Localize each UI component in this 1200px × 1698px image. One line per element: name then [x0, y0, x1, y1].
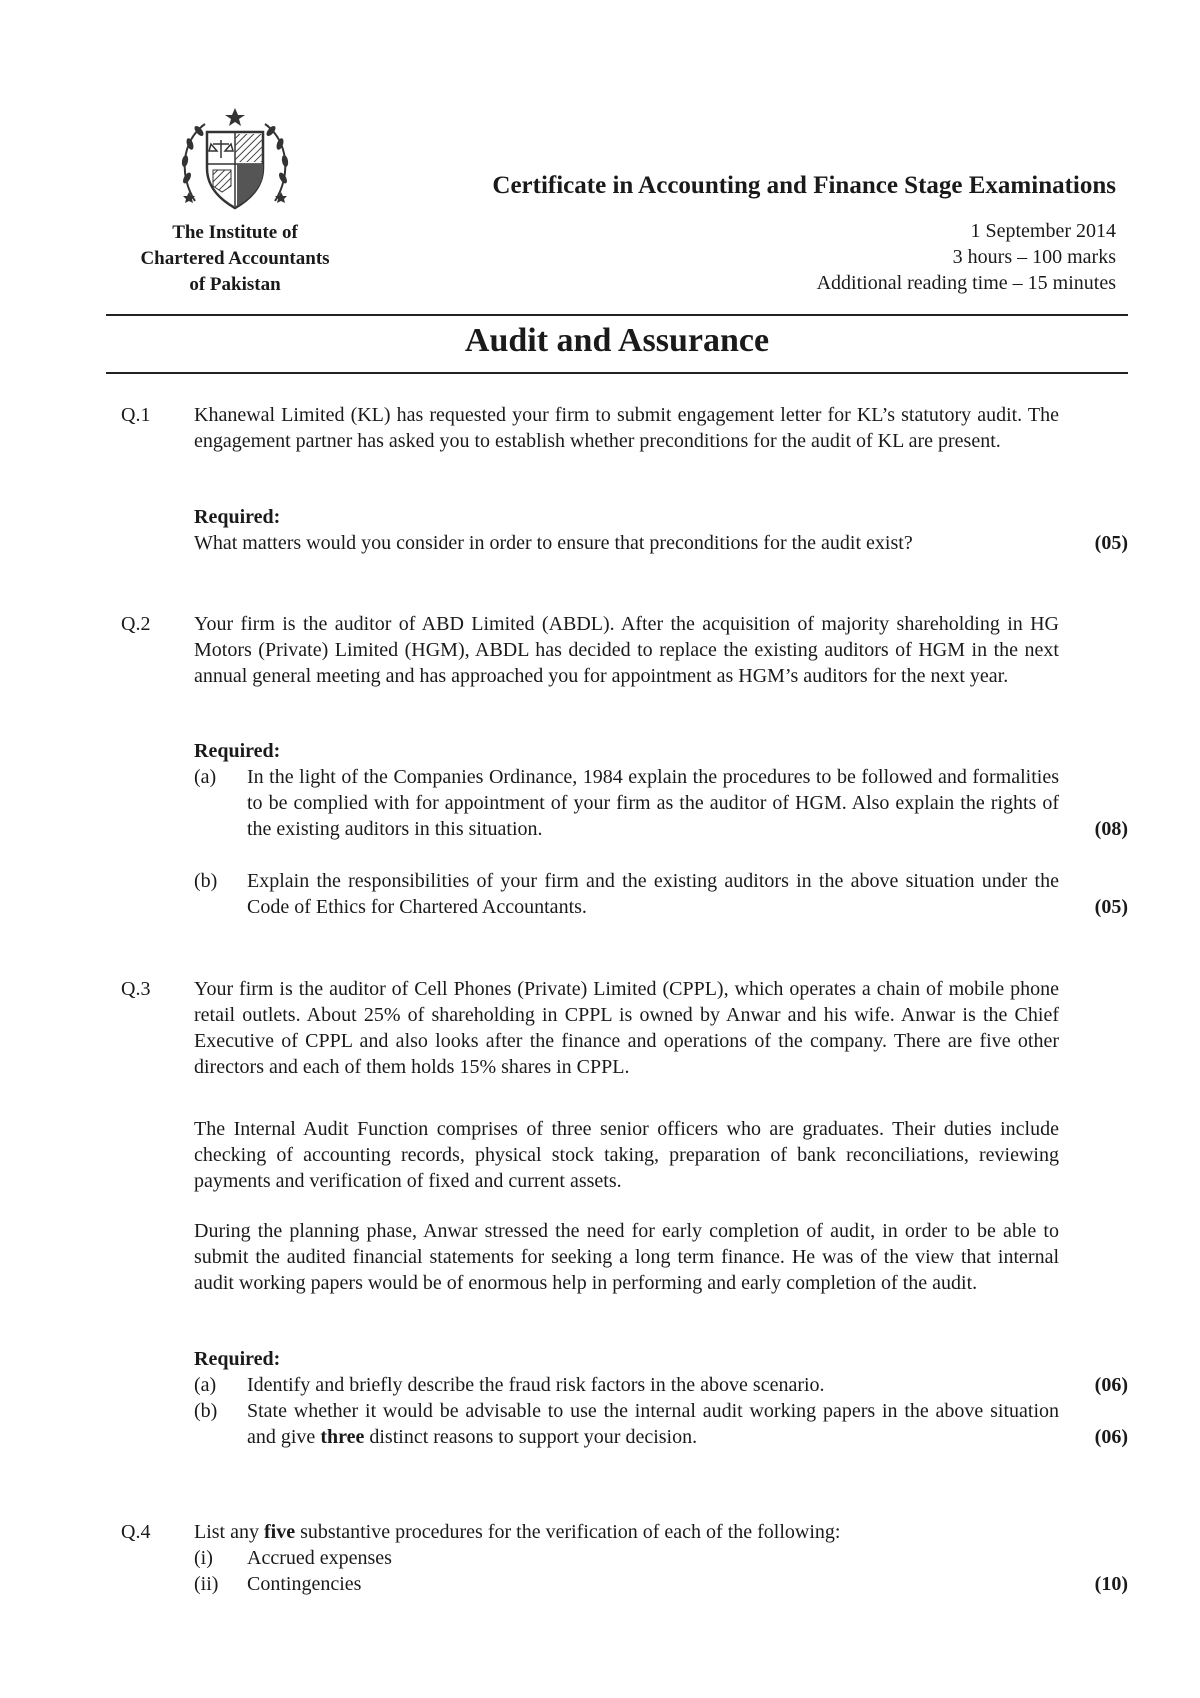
question-text: Khanewal Limited (KL) has requested your firm to submit engagement letter for KL’s statutory audit. The engagement partner has asked you to establish whether preconditions for the audit of KL are present.	[194, 404, 1059, 452]
question-text: Your firm is the auditor of ABD Limited (ABDL). After the acquisition of majority shareholding in HG Motors (Private) Limited (HGM), ABDL has decided to replace the existing auditors of HGM in the next annual general meeting and has approached you for appointment as HGM’s auditors for the next year.	[194, 613, 1059, 687]
item-i	[194, 1545, 1059, 1571]
part-a	[194, 764, 1059, 842]
part-text: Identify and briefly describe the fraud risk factors in the above scenario.	[247, 1374, 825, 1396]
question-number: Q.3	[121, 978, 151, 1000]
question-text-start: List any	[194, 1521, 264, 1543]
question-text	[194, 1519, 1059, 1597]
question-text-end: substantive procedures for the verification of each of the following:	[295, 1521, 841, 1543]
part-label: (b)	[194, 1400, 218, 1422]
institute-name-line-1: The Institute of	[172, 222, 298, 243]
certificate-title: Certificate in Accounting and Finance Stage Examinations	[492, 172, 1116, 199]
part-b	[194, 1398, 1059, 1450]
exam-details	[600, 218, 1116, 296]
reading-time: Additional reading time – 15 minutes	[816, 272, 1116, 294]
marks: (05)	[1094, 896, 1128, 918]
part-text: In the light of the Companies Ordinance, 1984 explain the procedures to be followed and formalities to be complied with for appointment of your firm as the auditor of HGM. Also explain the rights of the existing auditors in this situation.	[247, 766, 1059, 840]
institute-name	[105, 220, 365, 298]
marks: (06)	[1094, 1426, 1128, 1448]
item-label: (ii)	[194, 1573, 219, 1595]
institute-name-line-3: of Pakistan	[189, 274, 281, 295]
item-text: Contingencies	[247, 1573, 362, 1595]
part-text: Explain the responsibilities of your firm and the existing auditors in the above situation under the Code of Ethics for Chartered Accountants.	[247, 870, 1059, 918]
part-text-end: distinct reasons to support your decision.	[364, 1426, 698, 1448]
part-label: (a)	[194, 1374, 217, 1396]
marks: (05)	[1094, 532, 1128, 554]
question-number: Q.2	[121, 613, 151, 635]
emphasis: three	[320, 1426, 365, 1448]
part-label: (b)	[194, 870, 218, 892]
item-ii	[194, 1571, 1059, 1597]
paragraph-1: Your firm is the auditor of Cell Phones (Private) Limited (CPPL), which operates a chain of mobile phone retail outlets. About 25% of shareholding in CPPL is owned by Anwar and his wife. Anwar is the Chief Executive of CPPL and also looks after the finance and operations of the company. There are five other directors and each of them holds 15% shares in CPPL.	[194, 978, 1059, 1078]
paragraph-2: The Internal Audit Function comprises of three senior officers who are graduates. Their duties include checking of accounting records, physical stock taking, preparation of bank reconciliations, reviewing payments and verification of fixed and current assets.	[194, 1118, 1059, 1192]
paragraph-3: During the planning phase, Anwar stressed the need for early completion of audit, in order to be able to submit the audited financial statements for seeking a long term finance. He was of the view that internal audit working papers would be of enormous help in performing and early completion of the audit.	[194, 1220, 1059, 1294]
icap-crest-icon	[175, 106, 295, 216]
part-label: (a)	[194, 766, 217, 788]
marks: (08)	[1094, 818, 1128, 840]
paper-title: Audit and Assurance	[464, 322, 770, 359]
required-label: Required:	[194, 506, 281, 528]
item-label: (i)	[194, 1547, 213, 1569]
part-a	[194, 1372, 1059, 1398]
institute-name-line-2: Chartered Accountants	[140, 248, 330, 269]
part-b	[194, 868, 1059, 920]
question-number: Q.4	[121, 1521, 151, 1543]
required-label: Required:	[194, 740, 281, 762]
exam-date: 1 September 2014	[970, 220, 1116, 242]
item-text: Accrued expenses	[247, 1547, 392, 1569]
question-text	[194, 976, 1059, 1080]
marks: (10)	[1094, 1573, 1128, 1595]
required-label: Required:	[194, 1348, 281, 1370]
question-number: Q.1	[121, 404, 151, 426]
required-text: What matters would you consider in order to ensure that preconditions for the audit exist?	[194, 532, 913, 554]
part-text-start: State whether it would be advisable to use the internal audit working papers in the above situation and give	[247, 1400, 1059, 1448]
top-divider	[106, 314, 1128, 316]
bottom-divider	[106, 372, 1128, 374]
marks: (06)	[1094, 1374, 1128, 1396]
emphasis: five	[264, 1521, 296, 1543]
exam-duration: 3 hours – 100 marks	[952, 246, 1116, 268]
part-text	[247, 1398, 1059, 1450]
